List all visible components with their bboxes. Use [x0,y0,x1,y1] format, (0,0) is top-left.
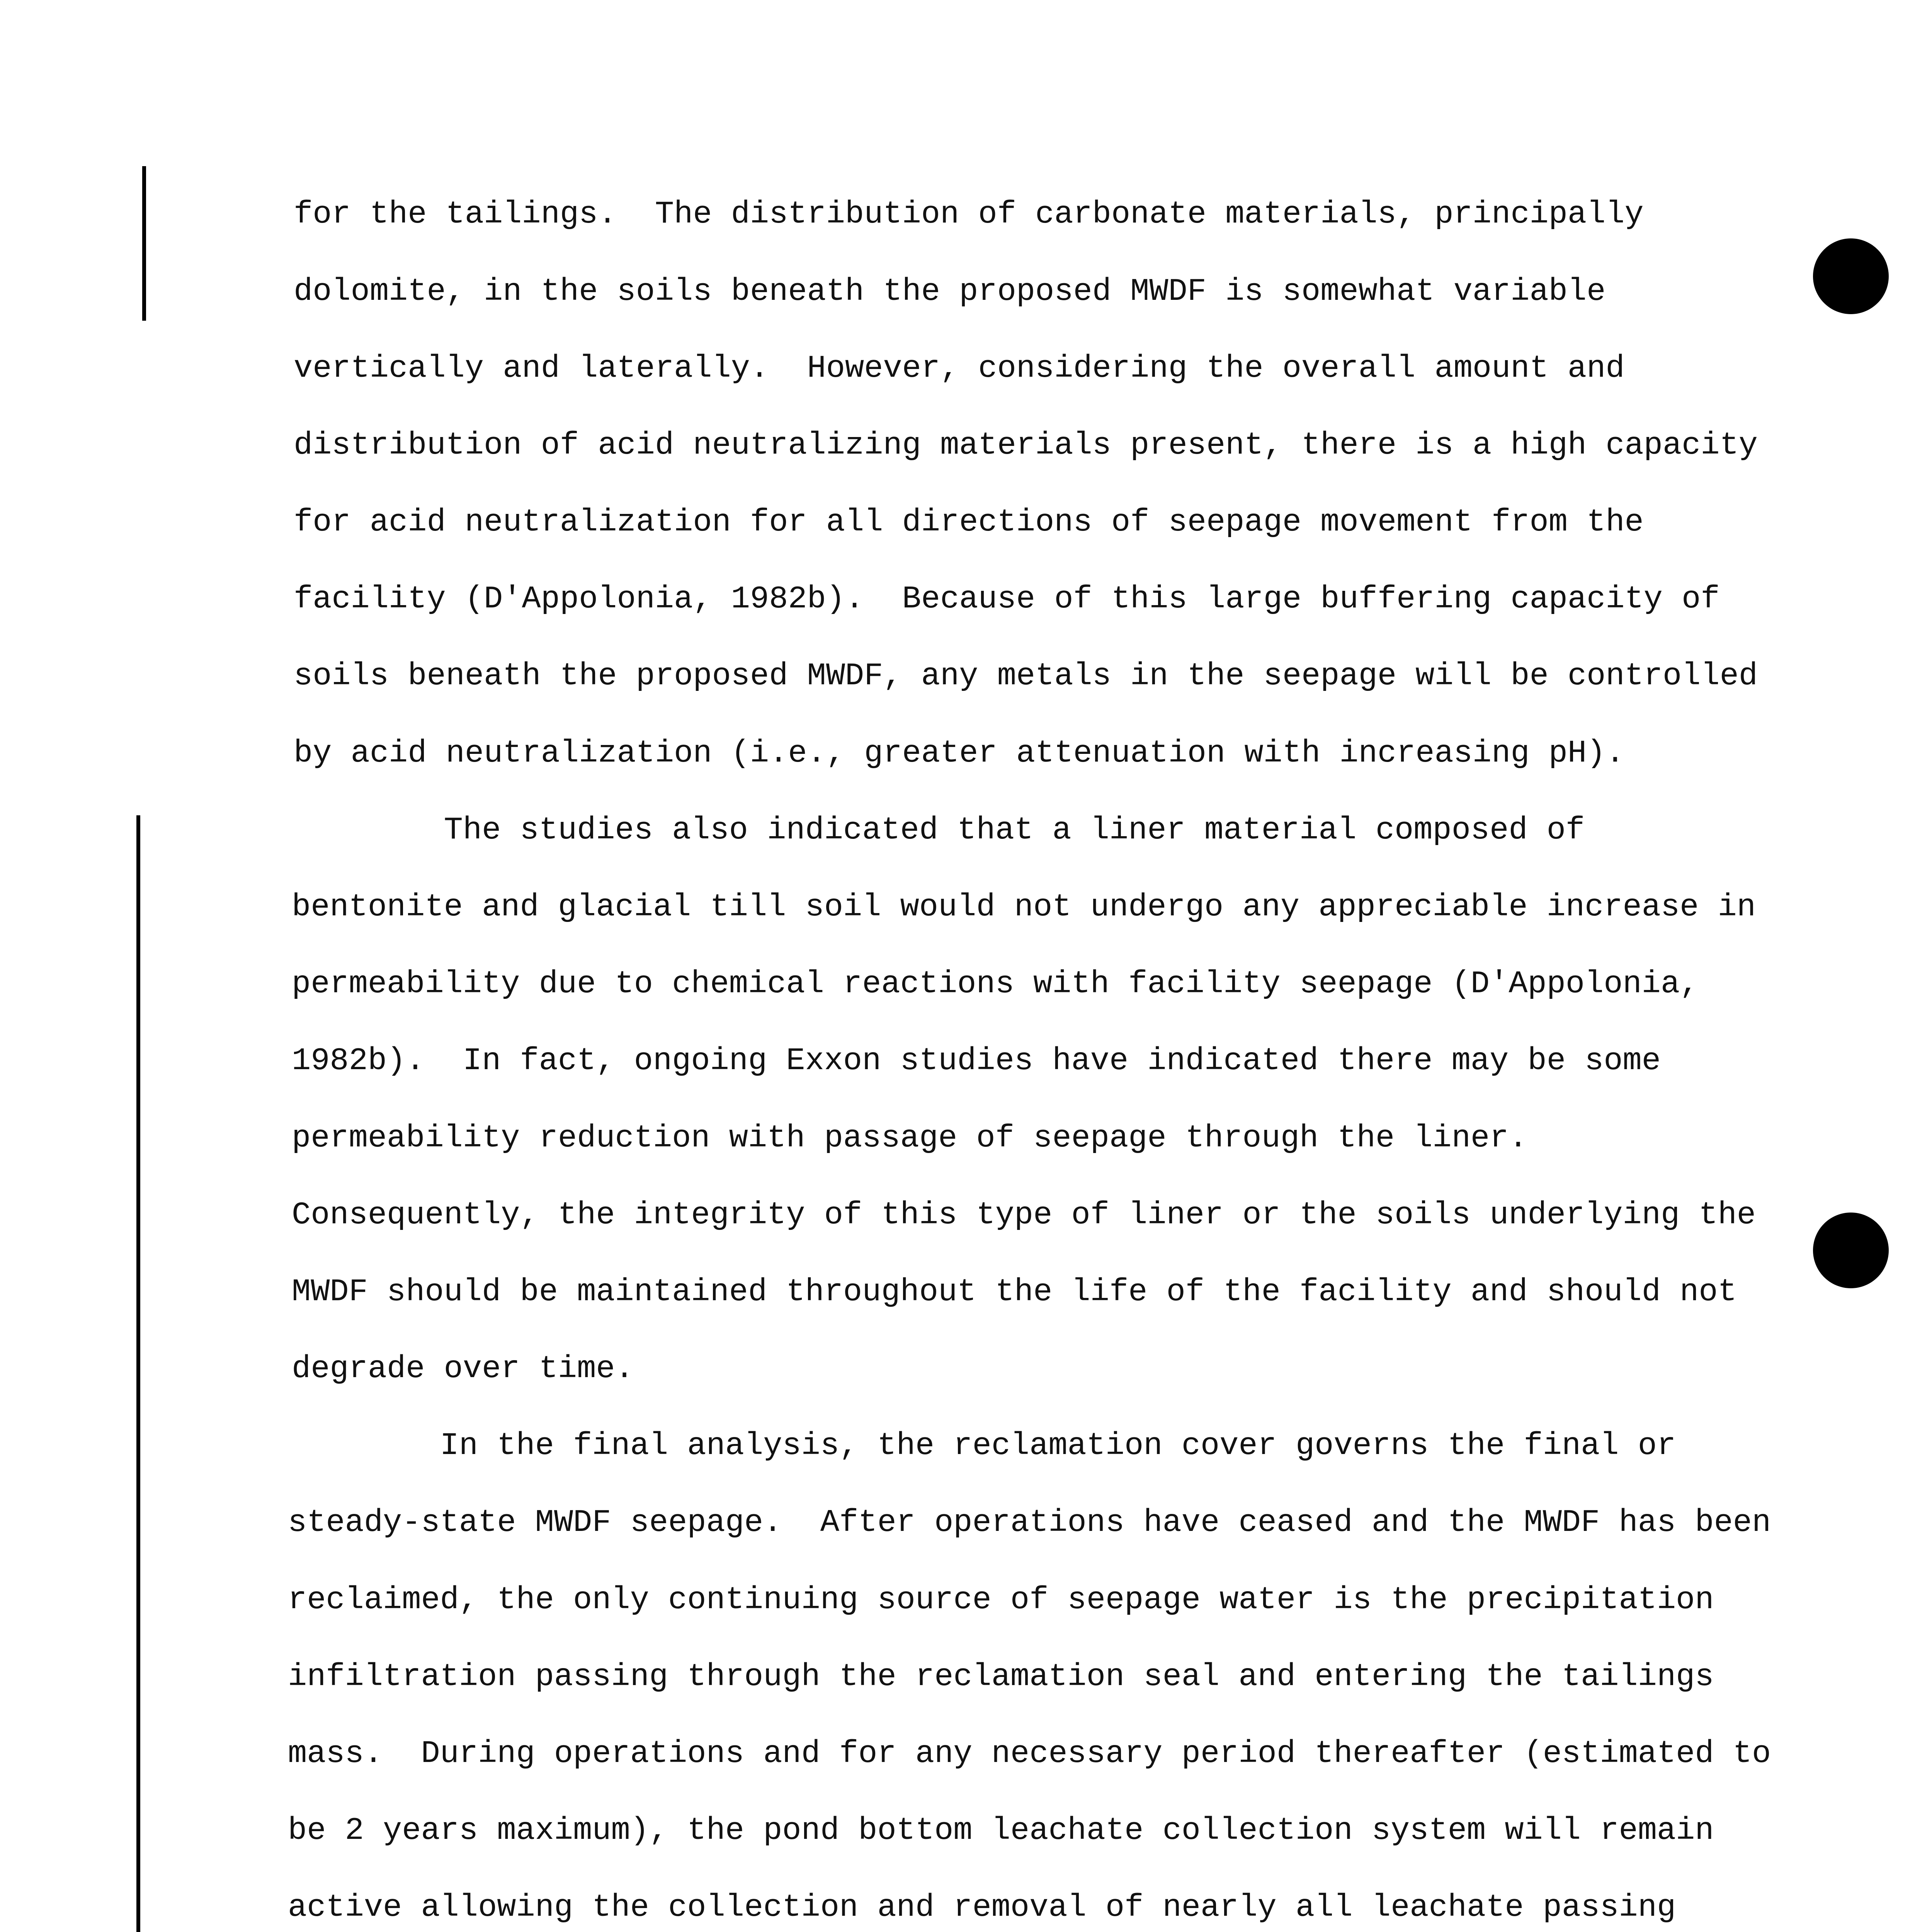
text-line: vertically and laterally. However, considering the overall amount and [294,350,1625,386]
text-line: degrade over time. [292,1351,634,1387]
text-line: soils beneath the proposed MWDF, any metals in the seepage will be controlled [294,658,1758,694]
text-line: In the final analysis, the reclamation cover governs the final or [288,1428,1676,1464]
text-line: for acid neutralization for all directions of seepage movement from the [294,504,1644,540]
text-line: distribution of acid neutralizing materials present, there is a high capacity [294,427,1758,463]
text-line: bentonite and glacial till soil would not undergo any appreciable increase in [292,889,1756,925]
text-line: MWDF should be maintained throughout the life of the facility and should not [292,1274,1737,1310]
text-line: permeability reduction with passage of seepage through the liner. [292,1120,1528,1156]
text-line: be 2 years maximum), the pond bottom leachate collection system will remain [288,1813,1714,1849]
text-line: steady-state MWDF seepage. After operations have ceased and the MWDF has been [288,1505,1771,1541]
text-line: Consequently, the integrity of this type of liner or the soils underlying the [292,1197,1756,1233]
text-line: The studies also indicated that a liner material composed of [292,812,1585,848]
revision-bar [136,815,140,1932]
text-line: active allowing the collection and removal of nearly all leachate passing [288,1889,1676,1925]
text-line: permeability due to chemical reactions with facility seepage (D'Appolonia, [292,966,1699,1002]
punch-hole [1813,238,1889,314]
text-line: dolomite, in the soils beneath the proposed MWDF is somewhat variable [294,274,1606,310]
text-line: for the tailings. The distribution of carbonate materials, principally [294,196,1644,232]
text-line: by acid neutralization (i.e., greater attenuation with increasing pH). [294,735,1625,771]
text-line: facility (D'Appolonia, 1982b). Because of this large buffering capacity of [294,581,1720,617]
text-line: infiltration passing through the reclamation seal and entering the tailings [288,1659,1714,1695]
text-line: reclaimed, the only continuing source of seepage water is the precipitation [288,1582,1714,1618]
text-line: mass. During operations and for any necessary period thereafter (estimated to [288,1736,1771,1772]
revision-bar [142,166,146,321]
punch-hole [1813,1213,1889,1288]
text-line: 1982b). In fact, ongoing Exxon studies have indicated there may be some [292,1043,1661,1079]
